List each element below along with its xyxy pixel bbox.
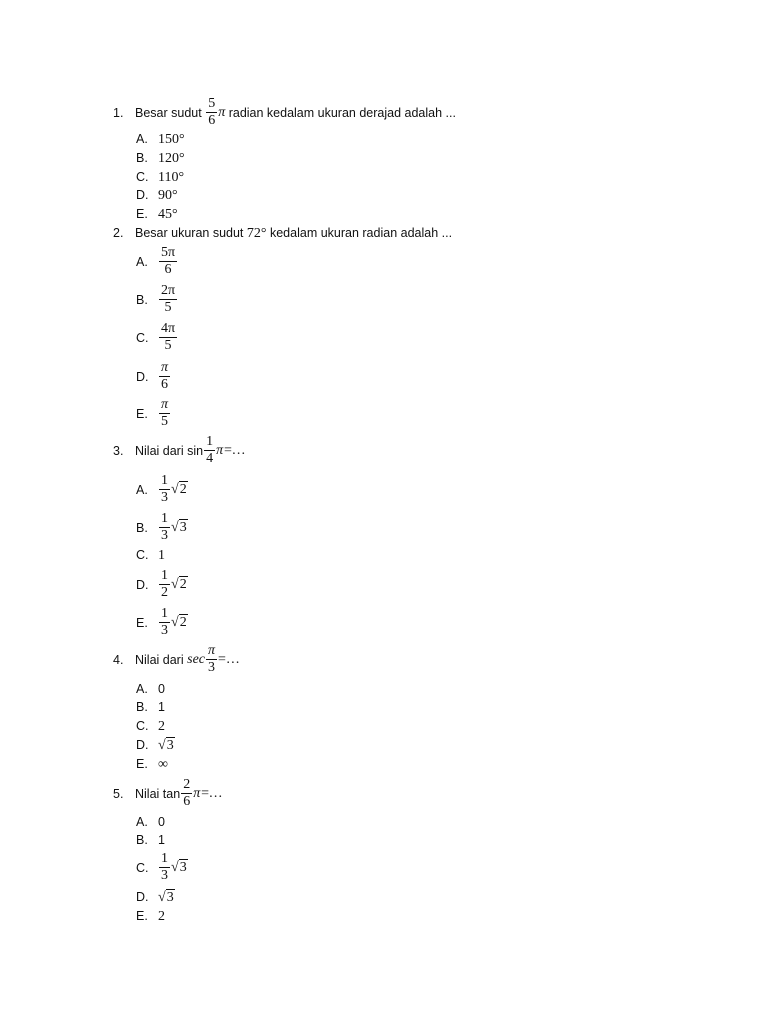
question-text: Besar ukuran sudut xyxy=(135,226,244,240)
fraction: $\frac{\pi}{3}$ xyxy=(208,643,216,675)
question-text: radian kedalam ukuran derajad adalah ... xyxy=(228,105,456,120)
option-1b[interactable]: B. 120° xyxy=(136,151,185,166)
option-5a[interactable]: A. 0 xyxy=(136,815,165,829)
option-4b[interactable]: B. 1 xyxy=(136,700,165,714)
option-5e[interactable]: E. 2 xyxy=(136,909,165,924)
square-root: √3 xyxy=(158,890,174,905)
question-number: 4. xyxy=(113,652,124,667)
square-root: √2 xyxy=(171,614,187,630)
square-root: √3 xyxy=(171,859,187,875)
option-2a[interactable]: A. $\frac{5\pi}{6}$ xyxy=(136,245,176,277)
pi-symbol: π xyxy=(218,104,226,120)
fraction: $\frac{\pi}{6}$ xyxy=(161,360,169,392)
option-5c[interactable]: C. $\frac{1}{3}$ √3 xyxy=(136,851,187,883)
question-3 xyxy=(113,434,245,467)
question-1 xyxy=(113,96,456,129)
option-3e[interactable]: E. $\frac{1}{3}$ √2 xyxy=(136,606,187,638)
option-5d[interactable]: D. √3 xyxy=(136,890,174,905)
fraction: $\frac{1}{2}$ xyxy=(161,568,168,600)
question-2 xyxy=(113,225,452,242)
square-root: √2 xyxy=(171,576,187,592)
square-root: √3 xyxy=(171,519,187,535)
question-text: Besar sudut xyxy=(135,105,202,120)
option-5b[interactable]: B. 1 xyxy=(136,833,165,847)
question-5 xyxy=(113,777,222,810)
option-1d[interactable]: D. 90° xyxy=(136,188,178,203)
question-number: 1. xyxy=(113,105,124,120)
option-2b[interactable]: B. $\frac{2\pi}{5}$ xyxy=(136,283,176,315)
option-3c[interactable]: C. 1 xyxy=(136,548,165,563)
option-4d[interactable]: D. √3 xyxy=(136,738,174,753)
option-1c[interactable]: C. 110° xyxy=(136,170,185,185)
infinity-symbol: ∞ xyxy=(158,757,168,772)
option-1e[interactable]: E. 45° xyxy=(136,207,178,222)
question-text: Nilai dari xyxy=(135,652,184,667)
fraction: $\frac{1}{3}$ xyxy=(161,511,168,543)
fraction: $\frac{4\pi}{5}$ xyxy=(161,321,176,353)
question-number: 5. xyxy=(113,786,124,801)
question-4 xyxy=(113,643,240,676)
option-4a[interactable]: A. 0 xyxy=(136,682,165,696)
question-text: Nilai dari xyxy=(135,443,184,458)
option-2c[interactable]: C. $\frac{4\pi}{5}$ xyxy=(136,321,176,353)
fraction: $\frac{1}{3}$ xyxy=(161,473,168,505)
option-3d[interactable]: D. $\frac{1}{2}$ √2 xyxy=(136,568,187,600)
question-tail: π=… xyxy=(216,442,246,458)
square-root: √2 xyxy=(171,481,187,497)
square-root: √3 xyxy=(158,738,174,753)
fraction: $\frac{1}{3}$ xyxy=(161,606,168,638)
function-name: sec xyxy=(187,651,206,667)
fraction: $\frac{5}{6}$ xyxy=(208,96,216,128)
fraction: $\frac{5\pi}{6}$ xyxy=(161,245,176,277)
option-2e[interactable]: E. $\frac{\pi}{5}$ xyxy=(136,397,169,429)
fraction: $\frac{1}{3}$ xyxy=(161,851,168,883)
option-3a[interactable]: A. $\frac{1}{3}$ √2 xyxy=(136,473,187,505)
fraction: $\frac{\pi}{5}$ xyxy=(161,397,169,429)
question-number: 3. xyxy=(113,443,124,458)
angle-value: 72° xyxy=(246,226,267,241)
question-tail: =… xyxy=(218,651,240,667)
option-4e[interactable]: E. ∞ xyxy=(136,757,168,772)
option-3b[interactable]: B. $\frac{1}{3}$ √3 xyxy=(136,511,187,543)
option-1a[interactable]: A. 150° xyxy=(136,132,185,147)
question-text: kedalam ukuran radian adalah ... xyxy=(269,226,453,240)
option-2d[interactable]: D. $\frac{\pi}{6}$ xyxy=(136,360,169,392)
function-name: sin xyxy=(187,443,204,458)
fraction: $\frac{2}{6}$ xyxy=(183,777,191,809)
question-tail: π=… xyxy=(193,785,223,801)
question-number: 2. xyxy=(113,226,124,240)
fraction: $\frac{2\pi}{5}$ xyxy=(161,283,176,315)
option-4c[interactable]: C. 2 xyxy=(136,719,165,734)
question-text: Nilai xyxy=(135,786,160,801)
fraction: $\frac{1}{4}$ xyxy=(206,434,214,466)
function-name: tan xyxy=(162,786,181,801)
